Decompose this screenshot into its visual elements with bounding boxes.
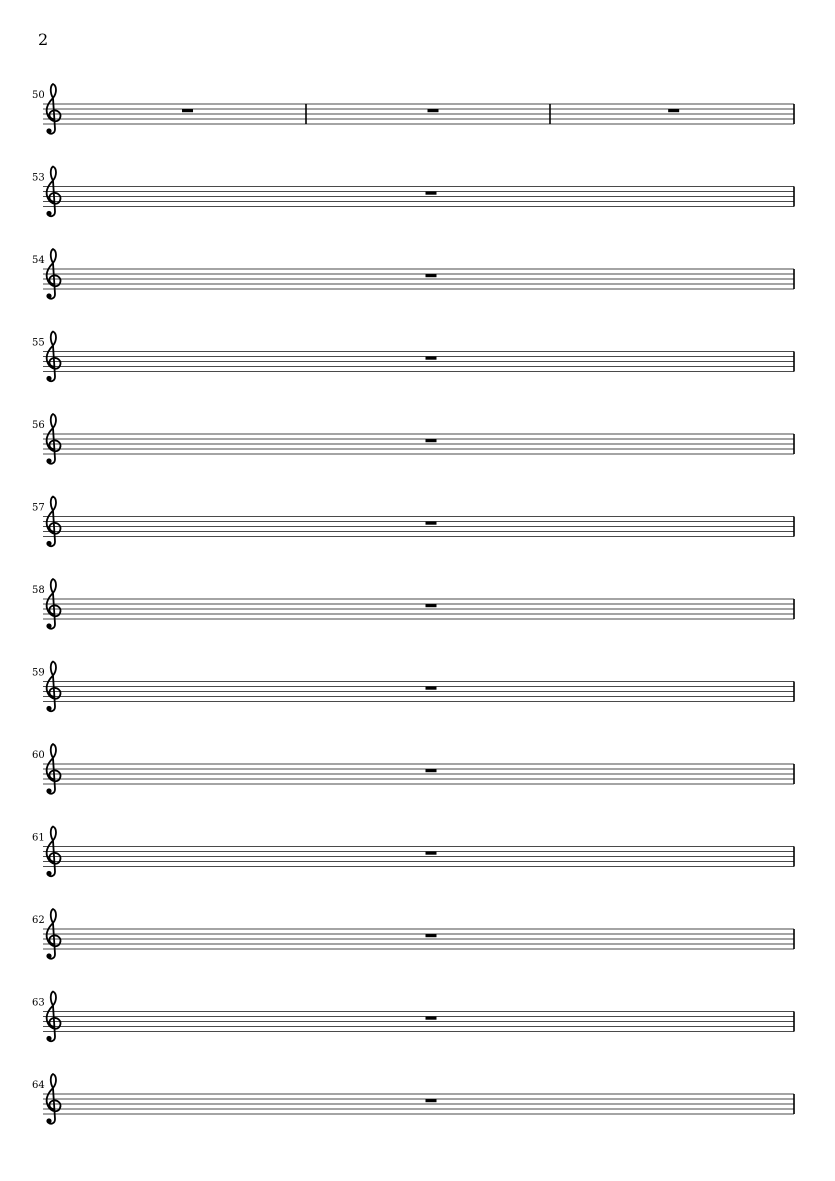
measure-number: 58 [32,585,45,596]
staff-system [32,414,794,464]
staff-system [32,909,794,959]
staff-system [32,662,794,712]
staff-system [32,332,794,382]
measure-number: 56 [32,420,45,431]
measure-number: 64 [32,1080,45,1091]
whole-rest-icon [426,192,437,195]
whole-rest-icon [426,357,437,360]
whole-rest-icon [428,109,439,112]
staff-system [32,744,794,794]
staff-system [32,497,794,547]
measure-number: 53 [32,172,45,184]
whole-rest-icon [426,1099,437,1102]
whole-rest-icon [426,604,437,607]
whole-rest-icon [426,687,437,690]
measure-number: 55 [32,337,45,349]
whole-rest-icon [426,852,437,855]
whole-rest-icon [426,439,437,442]
measure-number: 60 [32,750,45,761]
measure-number: 59 [32,667,45,679]
whole-rest-icon [426,274,437,277]
measure-number: 61 [32,832,45,844]
whole-rest-icon [426,934,437,937]
measure-number: 54 [32,255,45,266]
staff-system [32,249,794,299]
staff-system [32,827,794,877]
whole-rest-icon [182,109,193,112]
measure-number: 57 [32,502,45,514]
measure-number: 50 [32,90,45,101]
whole-rest-icon [426,769,437,772]
staff-system [32,992,794,1042]
page-number: 2 [38,30,49,49]
measure-number: 63 [32,997,45,1009]
whole-rest-icon [426,1017,437,1020]
measure-number: 62 [32,915,45,926]
staff-system [32,579,794,629]
whole-rest-icon [426,522,437,525]
staff-system [32,167,794,217]
staff-system [32,1074,794,1124]
whole-rest-icon [668,109,679,112]
staff-system [32,84,794,134]
